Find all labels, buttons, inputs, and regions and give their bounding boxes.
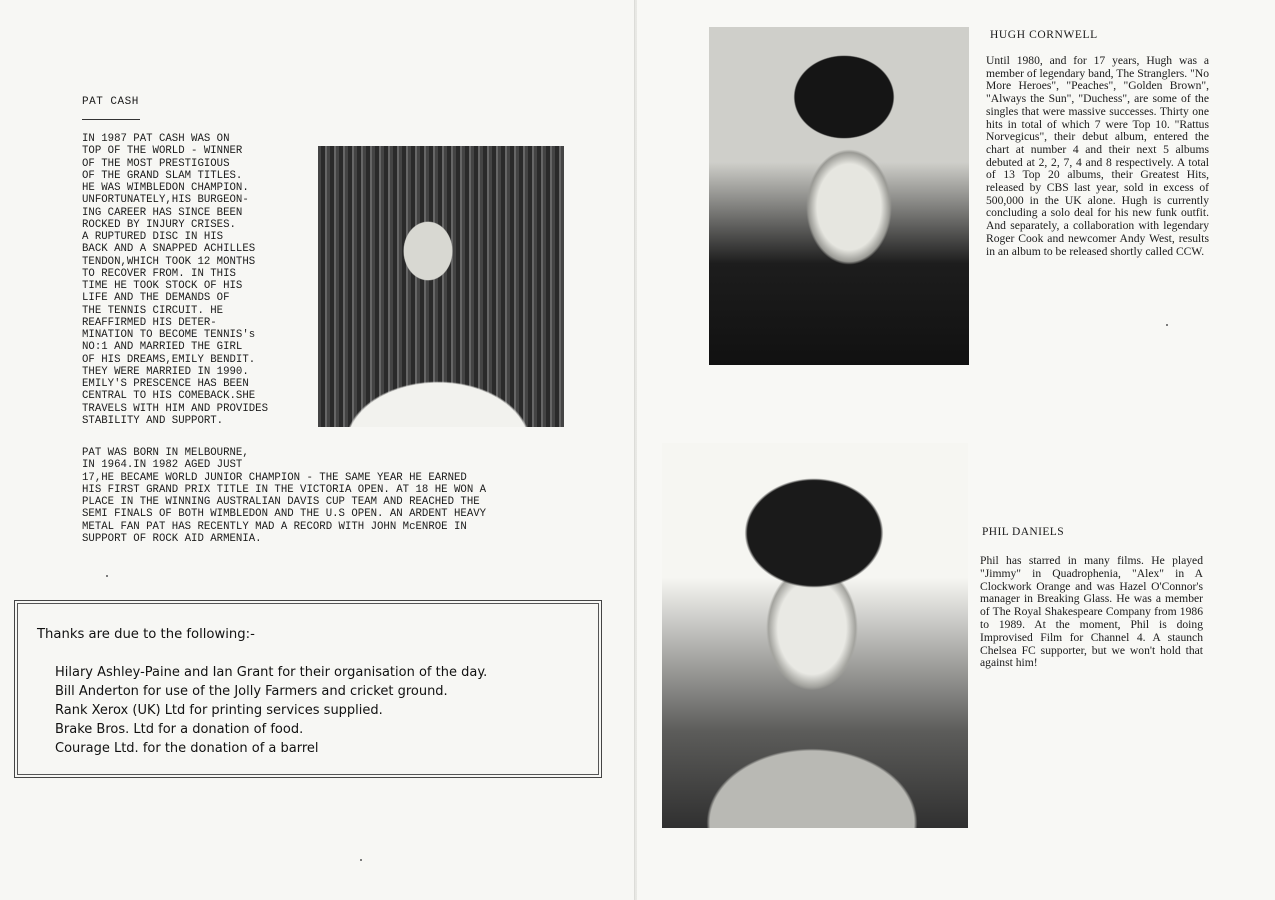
thanks-item: Hilary Ashley-Paine and Ian Grant for their organisation of the day.	[55, 665, 488, 680]
phil-daniels-heading: PHIL DANIELS	[982, 526, 1064, 538]
heading-underline	[82, 119, 140, 120]
hugh-cornwell-bio: Until 1980, and for 17 years, Hugh was a member of legendary band, The Stranglers. "No More Heroes", "Peaches", "Golden Brown", "Always the Sun", "Duchess", are some of the singles that were massive successes. Thirty one hits in total of which 7 were Top 10. "Rattus Norvegicus", their debut album, entered the chart at number 4 and their next 5 albums debuted at 2, 2, 7, 4 and 8 respectively. A total of 13 Top 20 albums, their Greatest Hits, released by CBS last year, sold in excess of 500,000 in the UK alone. Hugh is currently concluding a solo deal for his new funk outfit. And separately, a collaboration with legendary Roger Cook and newcomer Andy West, results in an album to be released shortly called CCW.	[986, 54, 1209, 258]
thanks-heading: Thanks are due to the following:-	[37, 627, 255, 642]
thanks-item: Brake Bros. Ltd for a donation of food.	[55, 722, 304, 737]
left-page	[0, 0, 636, 900]
hugh-cornwell-photo	[709, 27, 969, 365]
print-speck	[360, 859, 362, 861]
thanks-item: Rank Xerox (UK) Ltd for printing services supplied.	[55, 703, 383, 718]
print-speck	[1166, 324, 1168, 326]
print-speck	[106, 575, 108, 577]
pat-cash-heading: PAT CASH	[82, 96, 139, 108]
pat-cash-bio-part2: PAT WAS BORN IN MELBOURNE, IN 1964.IN 1982 AGED JUST 17,HE BECAME WORLD JUNIOR CHAMPION - THE SAME YEAR HE EARNED HIS FIRST GRAND PRIX TITLE IN THE VICTORIA OPEN. AT 18 HE WON A PLACE IN THE WINNING AUSTRALIAN DAVIS CUP TEAM AND REACHED THE SEMI FINALS OF BOTH WIMBLEDON AND THE U.S OPEN. AN ARDENT HEAVY METAL FAN PAT HAS RECENTLY MAD A RECORD WITH JOHN McENROE IN SUPPORT OF ROCK AID ARMENIA.	[82, 447, 487, 545]
thanks-item: Courage Ltd. for the donation of a barrel	[55, 741, 319, 756]
phil-daniels-bio: Phil has starred in many films. He played "Jimmy" in Quadrophenia, "Alex" in A Clockwork Orange and was Hazel O'Connor's manager in Breaking Glass. He was a member of The Royal Shakespeare Company from 1986 to 1989. At the moment, Phil is doing Improvised Film for Channel 4. A staunch Chelsea FC supporter, but we won't hold that against him!	[980, 554, 1203, 670]
pat-cash-photo	[318, 146, 564, 427]
thanks-list	[55, 663, 487, 758]
thanks-item: Bill Anderton for use of the Jolly Farmers and cricket ground.	[55, 684, 448, 699]
hugh-cornwell-heading: HUGH CORNWELL	[990, 29, 1098, 41]
phil-daniels-photo	[662, 443, 968, 828]
pat-cash-bio-part1: IN 1987 PAT CASH WAS ON TOP OF THE WORLD - WINNER OF THE MOST PRESTIGIOUS OF THE GRAND SLAM TITLES. HE WAS WIMBLEDON CHAMPION. UNFORTUNATELY,HIS BURGEON- ING CAREER HAS SINCE BEEN ROCKED BY INJURY CRISES. A RUPTURED DISC IN HIS BACK AND A SNAPPED ACHILLES TENDON,WHICH TOOK 12 MONTHS TO RECOVER FROM. IN THIS TIME HE TOOK STOCK OF HIS LIFE AND THE DEMANDS OF THE TENNIS CIRCUIT. HE REAFFIRMED HIS DETER- MINATION TO BECOME TENNIS's NO:1 AND MARRIED THE GIRL OF HIS DREAMS,EMILY BENDIT. THEY WERE MARRIED IN 1990. EMILY'S PRESCENCE HAS BEEN CENTRAL TO HIS COMEBACK.SHE TRAVELS WITH HIM AND PROVIDES STABILITY AND SUPPORT.	[82, 133, 268, 427]
